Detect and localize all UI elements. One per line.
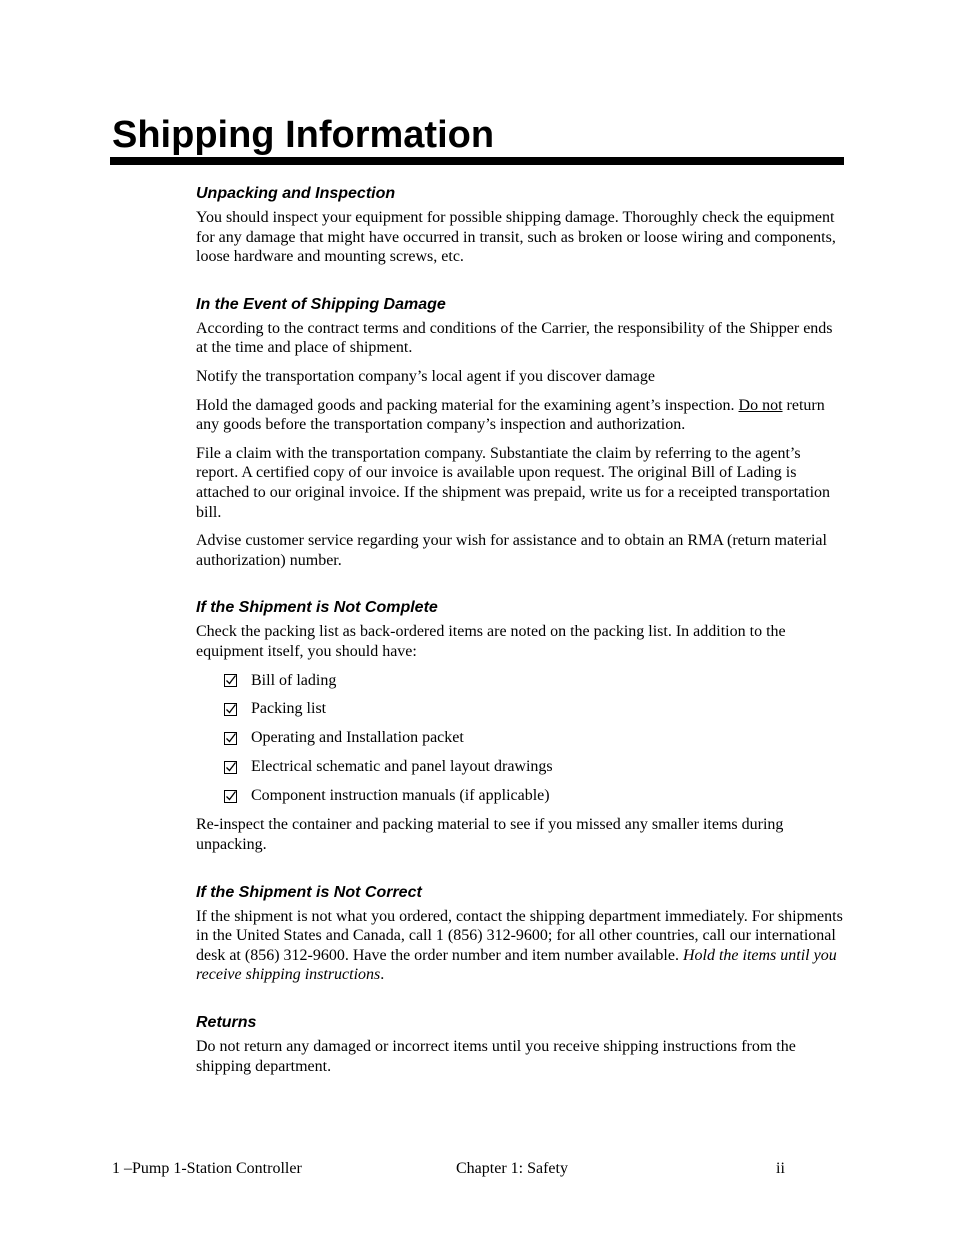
paragraph: You should inspect your equipment for possible shipping damage. Thoroughly check the equipment for any damage that might have occurred in transit, such as broken or loose wiring and components, loose hardware and mounting screws, etc. <box>196 209 836 266</box>
document-body <box>196 184 844 1085</box>
text-run: Hold the damaged goods and packing material for the examining agent’s inspection. <box>196 396 739 414</box>
checkbox-checked-icon <box>224 761 237 774</box>
footer-chapter: Chapter 1: Safety <box>456 1160 568 1177</box>
paragraph: File a claim with the transportation company. Substantiate the claim by referring to the agent’s report. A certified copy of our invoice is available upon request. The original Bill of Lading is attached to our original invoice. If the shipment was prepaid, write us for a receipted transportation bill. <box>196 444 831 521</box>
text-run: If the shipment is not what you ordered, contact the shipping department immediately. For shipments in the United States and Canada, call 1 (856) 312-9600; for all other countries, call our international desk at (856) 312-9600. Have the order number and item number available. <box>196 907 843 964</box>
checklist-item-label: Operating and Installation packet <box>251 729 464 747</box>
checklist-item-label: Electrical schematic and panel layout drawings <box>251 758 553 776</box>
checklist-item <box>224 786 844 806</box>
paragraph: Do not return any damaged or incorrect items until you receive shipping instructions from the shipping department. <box>196 1037 796 1075</box>
italic-text: Hold the items until you receive shipping instructions <box>196 946 837 984</box>
section-returns <box>196 1013 844 1076</box>
paragraph: Notify the transportation company’s local agent if you discover damage <box>196 367 655 385</box>
checklist-item-label: Bill of lading <box>251 671 337 689</box>
checkbox-checked-icon <box>224 703 237 716</box>
checklist-item-label: Packing list <box>251 700 327 718</box>
paragraph <box>196 907 844 985</box>
section-heading: Unpacking and Inspection <box>196 185 396 202</box>
checklist-item <box>224 757 844 777</box>
checklist-item <box>224 671 844 691</box>
section-not-complete <box>196 598 844 854</box>
checklist-item <box>224 728 844 748</box>
checkbox-checked-icon <box>224 674 237 687</box>
section-heading: If the Shipment is Not Correct <box>196 883 422 901</box>
page-title: Shipping Information <box>112 114 495 156</box>
paragraph: According to the contract terms and conditions of the Carrier, the responsibility of the Shipper ends at the time and place of shipment. <box>196 319 833 357</box>
paragraph: Check the packing list as back-ordered items are noted on the packing list. In addition to the equipment itself, you should have: <box>196 623 786 660</box>
section-unpacking <box>196 184 844 267</box>
underlined-text: Do not <box>738 396 783 414</box>
checklist-item <box>224 699 844 719</box>
section-heading: Returns <box>196 1013 257 1031</box>
paragraph: Re-inspect the container and packing material to see if you missed any smaller items during unpacking. <box>196 816 784 854</box>
text-run: return any goods before the transportation company’s inspection and authorization. <box>196 396 825 434</box>
paragraph: Advise customer service regarding your wish for assistance and to obtain an RMA (return material authorization) number. <box>196 532 827 569</box>
checklist-item-label: Component instruction manuals (if applicable) <box>251 787 550 805</box>
checkbox-checked-icon <box>224 732 237 745</box>
section-heading: In the Event of Shipping Damage <box>196 295 446 313</box>
paragraph <box>196 396 844 435</box>
footer-page-number: ii <box>776 1160 785 1177</box>
text-run: . <box>380 966 385 984</box>
section-not-correct <box>196 883 844 985</box>
section-shipping-damage <box>196 295 844 571</box>
checkbox-checked-icon <box>224 790 237 803</box>
title-rule <box>110 157 844 165</box>
footer-document-title: 1 –Pump 1-Station Controller <box>112 1160 302 1177</box>
checklist <box>196 671 844 807</box>
section-heading: If the Shipment is Not Complete <box>196 599 438 617</box>
